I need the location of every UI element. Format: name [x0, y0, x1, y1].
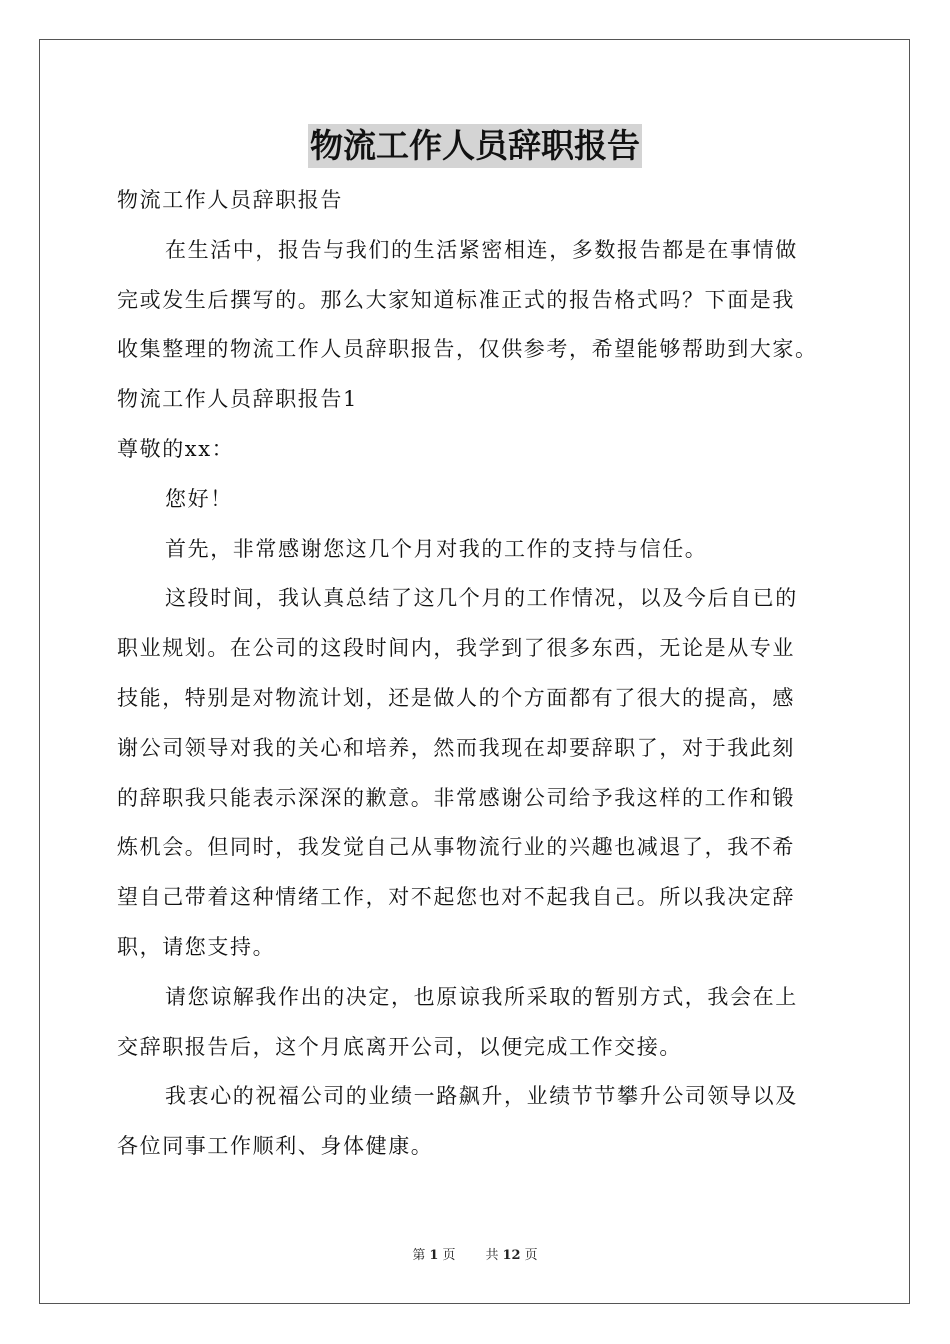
- page-footer: [0, 1247, 950, 1265]
- body-line: 在生活中，报告与我们的生活紧密相连，多数报告都是在事情做: [165, 237, 798, 262]
- body-line: 物流工作人员辞职报告1: [117, 387, 358, 412]
- body-line: 谢公司领导对我的关心和培养，然而我现在却要辞职了，对于我此刻: [117, 735, 795, 760]
- body-line: 首先，非常感谢您这几个月对我的工作的支持与信任。: [165, 536, 708, 561]
- total-count: 12: [502, 1248, 521, 1263]
- total-prefix: 共: [485, 1248, 499, 1263]
- body-line: 请您谅解我作出的决定，也原谅我所采取的暂别方式，我会在上: [165, 984, 798, 1009]
- page-current: 1: [429, 1248, 439, 1263]
- page-suffix: 页: [442, 1248, 456, 1263]
- body-line: 收集整理的物流工作人员辞职报告，仅供参考，希望能够帮助到大家。: [117, 337, 818, 362]
- page-total: [483, 1248, 539, 1263]
- page-prefix: 第: [412, 1248, 426, 1263]
- body-line: 物流工作人员辞职报告: [117, 188, 343, 212]
- body-line: 尊敬的xx：: [117, 436, 235, 461]
- body-line: 这段时间，我认真总结了这几个月的工作情况，以及今后自已的: [165, 586, 798, 611]
- body-line: 炼机会。但同时，我发觉自己从事物流行业的兴趣也减退了，我不希: [117, 835, 795, 860]
- title-container: [0, 124, 950, 168]
- body-line: 望自己带着这种情绪工作，对不起您也对不起我自己。所以我决定辞: [117, 885, 795, 910]
- body-line: 各位同事工作顺利、身体健康。: [117, 1134, 434, 1159]
- page-number: [410, 1248, 457, 1263]
- body-line: 技能，特别是对物流计划，还是做人的个方面都有了很大的提高，感: [117, 685, 795, 710]
- body-line: 交辞职报告后，这个月底离开公司，以便完成工作交接。: [117, 1034, 682, 1059]
- body-line: 我衷心的祝福公司的业绩一路飙升，业绩节节攀升公司领导以及: [165, 1084, 798, 1109]
- body-line: 完或发生后撰写的。那么大家知道标准正式的报告格式吗？下面是我: [117, 287, 795, 312]
- total-suffix: 页: [524, 1248, 538, 1263]
- body-line: 职业规划。在公司的这段时间内，我学到了很多东西，无论是从专业: [117, 636, 795, 661]
- document-body: [117, 176, 839, 1172]
- document-title: 物流工作人员辞职报告: [308, 124, 642, 168]
- body-line: 职，请您支持。: [117, 934, 276, 959]
- body-line: 您好！: [165, 486, 233, 511]
- body-line: 的辞职我只能表示深深的歉意。非常感谢公司给予我这样的工作和锻: [117, 785, 795, 810]
